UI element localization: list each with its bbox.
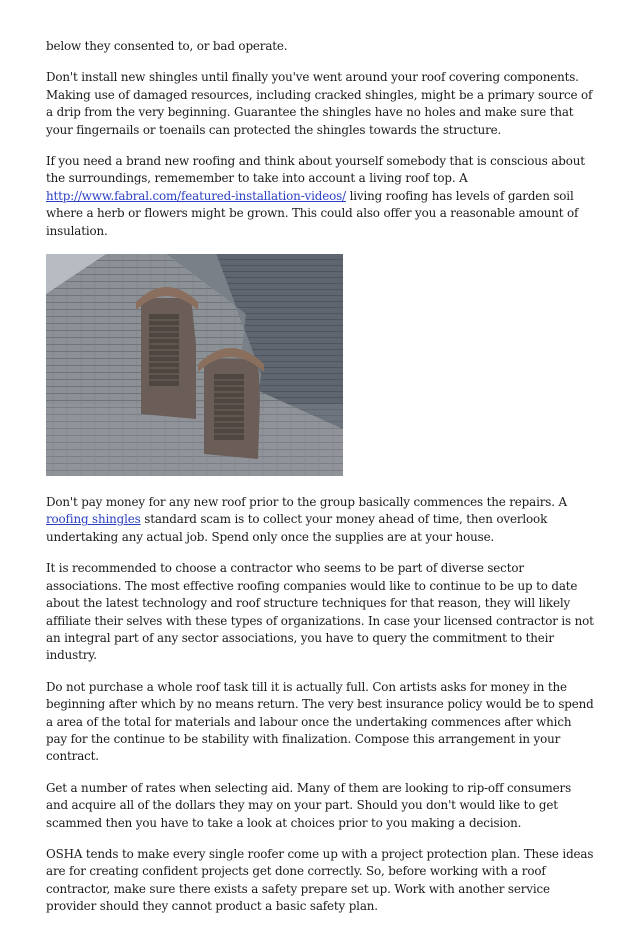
roofing-shingles-link[interactable]: roofing shingles <box>46 512 141 527</box>
paragraph-3-text-before: If you need a brand new roofing and think about yourself somebody that is conscious about the surroundings, rememember to take into account a living roof top. A <box>46 154 585 186</box>
paragraph-7: Get a number of rates when selecting aid. Many of them are looking to rip-off consumers and acquire all of the dollars they may on your part. Should you don't would like to get scammed then you have to take a look at choices prior to you making a decision. <box>46 780 572 830</box>
paragraph-5: It is recommended to choose a contractor who seems to be part of diverse sector associations. The most effective roofing companies would like to continue to be up to date about the latest technology and roof structure techniques for that reason, they will likely affiliate their selves with these types of organizations. In case your licensed contractor is not an integral part of any sector associations, you have to query the commitment to their industry. <box>46 561 594 663</box>
paragraph-6: Do not purchase a whole roof task till it is actually full. Con artists asks for money in the beginning after which by no means return. The very best insurance policy would be to spend a area of the total for materials and labour once the undertaking commences after which pay for the continue to be stability with finalization. Compose this arrangement in your contract. <box>46 679 594 764</box>
dormer-left <box>136 287 198 419</box>
fabral-link[interactable]: http://www.fabral.com/featured-installation-videos/ <box>46 188 346 203</box>
paragraph-4-text-after: standard scam is to collect your money ahead of time, then overlook undertaking any actual job. Spend only once the supplies are at your house. <box>46 512 548 544</box>
paragraph-3 <box>46 153 594 240</box>
paragraph-2: Don't install new shingles until finally you've went around your roof covering components. Making use of damaged resources, including cracked shingles, might be a primary source of a drip from the very beginning. Guarantee the shingles have no holes and make sure that your fingernails or toenails can protected the shingles towards the structure. <box>46 70 593 137</box>
paragraph-8: OSHA tends to make every single roofer come up with a project protection plan. These ideas are for creating confident projects get done correctly. So, before working with a roof contractor, make sure there exists a safety prepare set up. Work with another service provider should they cannot product a basic safety plan. <box>46 846 594 914</box>
paragraph-1: below they consented to, or bad operate. <box>46 39 288 53</box>
document-body <box>46 38 594 930</box>
roof-photo <box>46 254 343 476</box>
paragraph-4-text-before: Don't pay money for any new roof prior to the group basically commences the repairs. A <box>46 495 567 510</box>
dormer-right <box>198 348 264 459</box>
paragraph-3-text-after: living roofing has levels of garden soil where a herb or flowers might be grown. This could also offer you a reasonable amount of insulation. <box>46 188 579 238</box>
paragraph-4 <box>46 494 594 546</box>
